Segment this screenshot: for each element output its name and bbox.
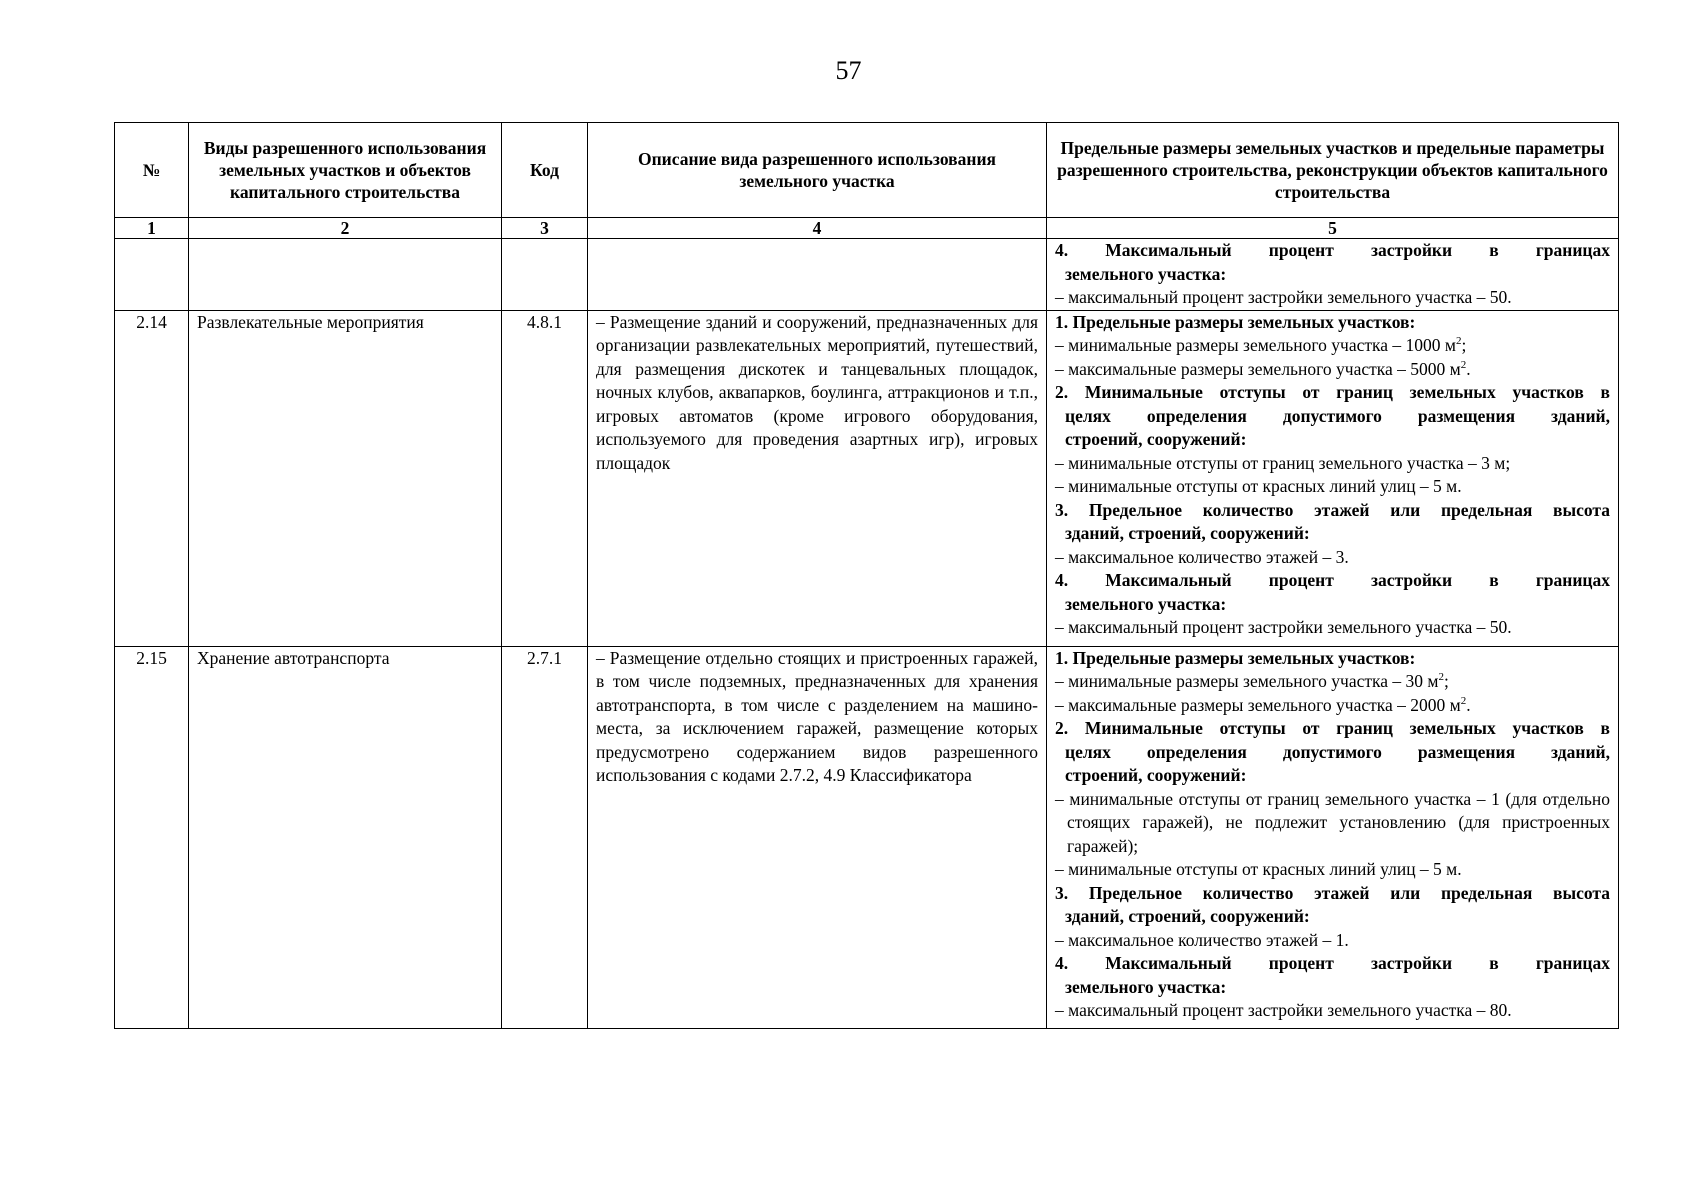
cell-code bbox=[502, 239, 588, 311]
cell-description bbox=[588, 239, 1047, 311]
param-text: – минимальные размеры земельного участка – 1000 м bbox=[1055, 335, 1456, 355]
cell-code: 4.8.1 bbox=[502, 310, 588, 646]
param-item bbox=[1055, 694, 1610, 718]
cell-description: – Размещение зданий и сооружений, предназначенных для организации развлекательных мероприятий, путешествий, для размещения дискотек и танцевальных площадок, ночных клубов, аквапарков, боулинга, аттракционов и т.п., игровых автоматов (кроме игрового оборудования, используемого для проведения азартных игр), игровых площадок bbox=[588, 310, 1047, 646]
column-number: 5 bbox=[1047, 218, 1619, 239]
param-block-title: земельного участка: bbox=[1065, 593, 1227, 614]
param-block-title: зданий, строений, сооружений: bbox=[1065, 906, 1310, 926]
param-block-title: земельного участка: bbox=[1065, 976, 1227, 997]
param-text: – минимальные размеры земельного участка – 30 м bbox=[1055, 671, 1439, 691]
param-punct: ; bbox=[1443, 671, 1449, 691]
superscript: 2 bbox=[1438, 671, 1444, 684]
table-row-continuation bbox=[115, 239, 1619, 311]
param-item bbox=[1055, 334, 1610, 358]
column-number-row bbox=[115, 218, 1619, 239]
param-punct: ; bbox=[1461, 335, 1467, 355]
param-punct: . bbox=[1466, 694, 1471, 715]
param-block-title: целях определения допустимого размещения зданий, bbox=[1065, 405, 1610, 426]
param-block-title: 1. Предельные размеры земельных участков: bbox=[1055, 647, 1416, 668]
cell-num: 2.15 bbox=[115, 646, 189, 1028]
param-item: – минимальные отступы от красных линий улиц – 5 м. bbox=[1055, 476, 1462, 496]
param-block-title: 3. Предельное количество этажей или предельная высота bbox=[1055, 499, 1610, 520]
table-row bbox=[115, 310, 1619, 646]
cell-params bbox=[1047, 310, 1619, 646]
param-item: – минимальные отступы от границ земельного участка – 3 м; bbox=[1055, 452, 1511, 473]
param-block-title: 2. Минимальные отступы от границ земельных участков в bbox=[1055, 718, 1610, 738]
param-item: – минимальные отступы от красных линий улиц – 5 м. bbox=[1055, 859, 1462, 879]
cell-code: 2.7.1 bbox=[502, 646, 588, 1028]
param-punct: . bbox=[1466, 358, 1471, 379]
column-number: 2 bbox=[189, 218, 502, 239]
param-text: – максимальные размеры земельного участка – 2000 м bbox=[1055, 694, 1461, 715]
param-block-title: 3. Предельное количество этажей или предельная высота bbox=[1055, 882, 1610, 903]
param-item: – максимальный процент застройки земельного участка – 50. bbox=[1055, 617, 1512, 637]
cell-kind: Хранение автотранспорта bbox=[189, 646, 502, 1028]
cell-params bbox=[1047, 646, 1619, 1028]
cell-kind bbox=[189, 239, 502, 311]
cell-kind: Развлекательные мероприятия bbox=[189, 310, 502, 646]
param-item: – максимальный процент застройки земельного участка – 80. bbox=[1055, 1000, 1512, 1020]
header-row bbox=[115, 123, 1619, 218]
param-item: – минимальные отступы от границ земельного участка – 1 (для отдельно стоящих гаражей), не подлежит установлению (для пристроенных гаражей); bbox=[1055, 788, 1610, 856]
param-item: – максимальное количество этажей – 3. bbox=[1055, 546, 1349, 567]
header-params: Предельные размеры земельных участков и предельные параметры разрешенного строительства, реконструкции объектов капитального строительства bbox=[1047, 123, 1619, 218]
table-row bbox=[115, 646, 1619, 1028]
param-block-title: земельного участка: bbox=[1065, 263, 1227, 284]
param-text: – максимальные размеры земельного участка – 5000 м bbox=[1055, 358, 1461, 379]
superscript: 2 bbox=[1455, 335, 1462, 348]
param-block-title: строений, сооружений: bbox=[1065, 765, 1247, 785]
land-use-table bbox=[114, 122, 1619, 1029]
param-block-title: 4. Максимальный процент застройки в границах bbox=[1055, 240, 1610, 260]
param-block-title: 4. Максимальный процент застройки в границах bbox=[1055, 570, 1610, 590]
param-block-title: 4. Максимальный процент застройки в границах bbox=[1055, 953, 1610, 973]
page-number: 57 bbox=[835, 56, 862, 85]
column-number: 3 bbox=[502, 218, 588, 239]
cell-num: 2.14 bbox=[115, 310, 189, 646]
column-number: 1 bbox=[115, 218, 189, 239]
header-kind: Виды разрешенного использования земельных участков и объектов капитального строительства bbox=[189, 123, 502, 218]
param-block-title: целях определения допустимого размещения зданий, bbox=[1065, 741, 1610, 762]
param-item bbox=[1055, 358, 1610, 382]
header-num: № bbox=[115, 123, 189, 218]
header-description: Описание вида разрешенного использования земельного участка bbox=[588, 123, 1047, 218]
superscript: 2 bbox=[1460, 694, 1467, 707]
cell-params bbox=[1047, 239, 1619, 311]
header-code: Код bbox=[502, 123, 588, 218]
cell-description: – Размещение отдельно стоящих и пристроенных гаражей, в том числе подземных, предназначенных для хранения автотранспорта, в том числе с разделением на машино-места, за исключением гаражей, размещение которых предусмотрено содержанием видов разрешенного использования с кодами 2.7.2, 4.9 Классификатора bbox=[588, 646, 1047, 1028]
param-item: – максимальный процент застройки земельного участка – 50. bbox=[1055, 287, 1512, 307]
param-item bbox=[1055, 670, 1610, 694]
param-item: – максимальное количество этажей – 1. bbox=[1055, 929, 1349, 950]
superscript: 2 bbox=[1460, 358, 1467, 371]
cell-num bbox=[115, 239, 189, 311]
param-block-title: 2. Минимальные отступы от границ земельных участков в bbox=[1055, 382, 1610, 402]
column-number: 4 bbox=[588, 218, 1047, 239]
param-block-title: строений, сооружений: bbox=[1065, 429, 1247, 449]
param-block-title: 1. Предельные размеры земельных участков: bbox=[1055, 311, 1416, 332]
param-block-title: зданий, строений, сооружений: bbox=[1065, 523, 1310, 543]
